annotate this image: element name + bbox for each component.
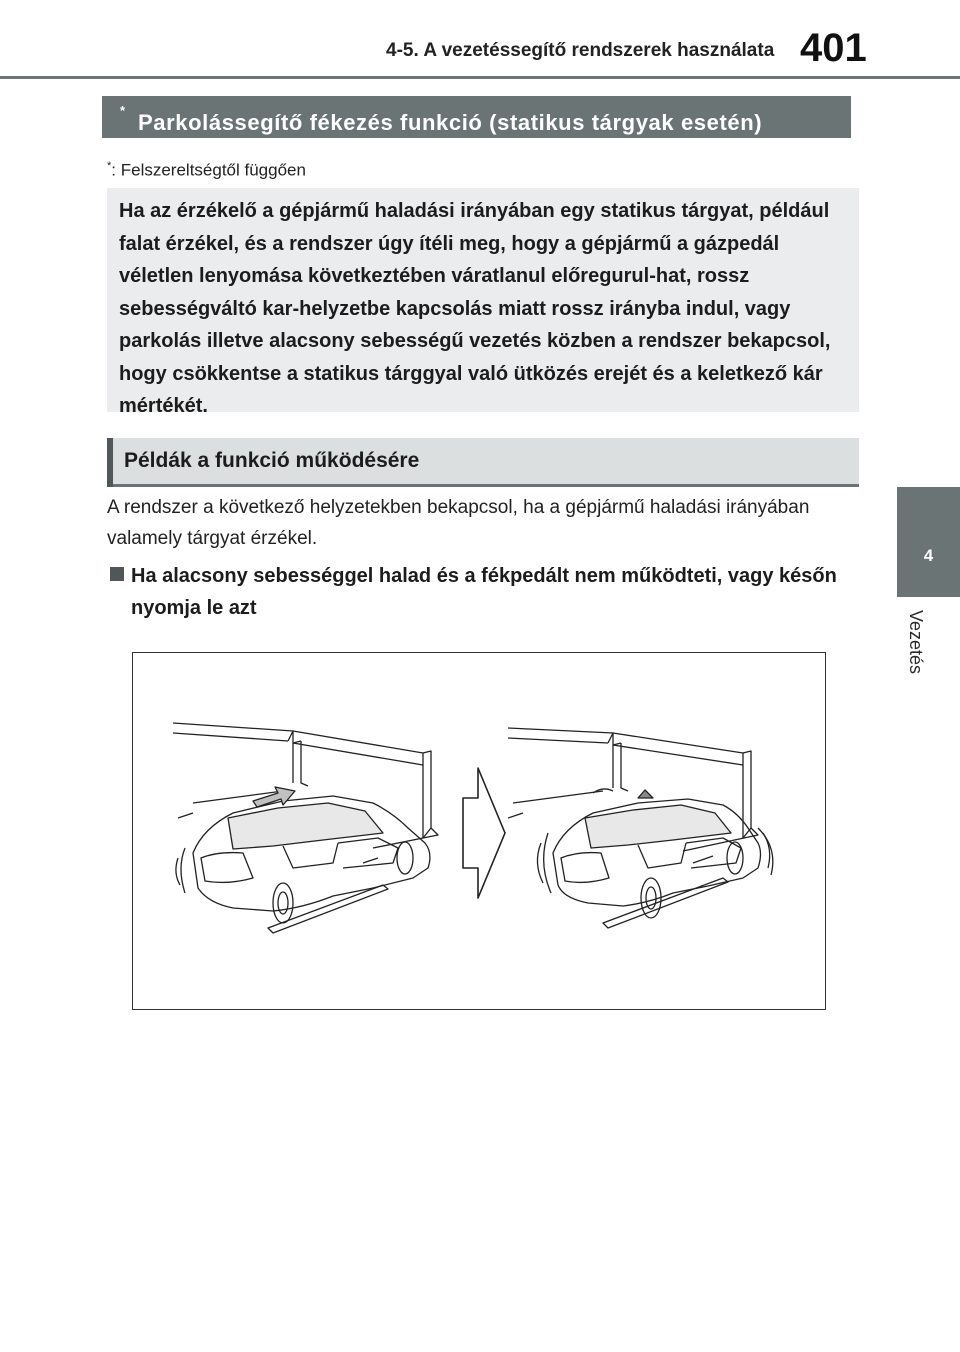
chapter-tab xyxy=(897,487,960,597)
illustration-frame xyxy=(132,652,826,1010)
section-heading xyxy=(102,96,851,138)
chapter-label-container xyxy=(896,603,934,703)
subsection-heading xyxy=(107,438,859,487)
page-number: 401 xyxy=(800,26,867,70)
footnote xyxy=(107,160,306,181)
header-divider xyxy=(0,76,960,79)
summary-box xyxy=(107,188,859,417)
bullet-text: Ha alacsony sebességgel halad és a fékpedált nem működteti, vagy későn nyomja le azt xyxy=(131,565,837,619)
section-heading-mark: * xyxy=(120,103,126,118)
bullet-square-icon xyxy=(110,567,124,581)
subsection-heading-bar xyxy=(107,438,113,487)
summary-text: Ha az érzékelő a gépjármű haladási irányában egy statikus tárgyat, például falat érzékel, és a rendszer úgy ítéli meg, hogy a gépjármű a gázpedál véletlen lenyomása következtében váratlanul előregurul-hat, rossz sebességváltó kar-helyzetbe kapcsolás miatt rossz irányba indul, vagy parkolás illetve alacsony sebességű vezetés közben a rendszer bekapcsol, hogy csökkentse a statikus tárggyal való ütközés erejét és a keletkező kár mértékét. xyxy=(119,200,831,417)
footnote-mark: * xyxy=(107,160,112,172)
chapter-label: Vezetés xyxy=(906,610,926,675)
footnote-text: : Felszereltségtől függően xyxy=(111,160,306,180)
subsection-heading-text: Példák a funkció működésére xyxy=(124,449,420,472)
chapter-number: 4 xyxy=(923,546,934,565)
running-header-title: 4-5. A vezetéssegítő rendszerek használata xyxy=(386,40,775,61)
car-approaching-wall-illustration xyxy=(133,653,824,1008)
intro-paragraph: A rendszer a következő helyzetekben bekapcsol, ha a gépjármű haladási irányában valamely tárgyat érzékel. xyxy=(107,497,810,549)
section-heading-text: Parkolássegítő fékezés funkció (statikus tárgyak esetén) xyxy=(138,110,763,135)
